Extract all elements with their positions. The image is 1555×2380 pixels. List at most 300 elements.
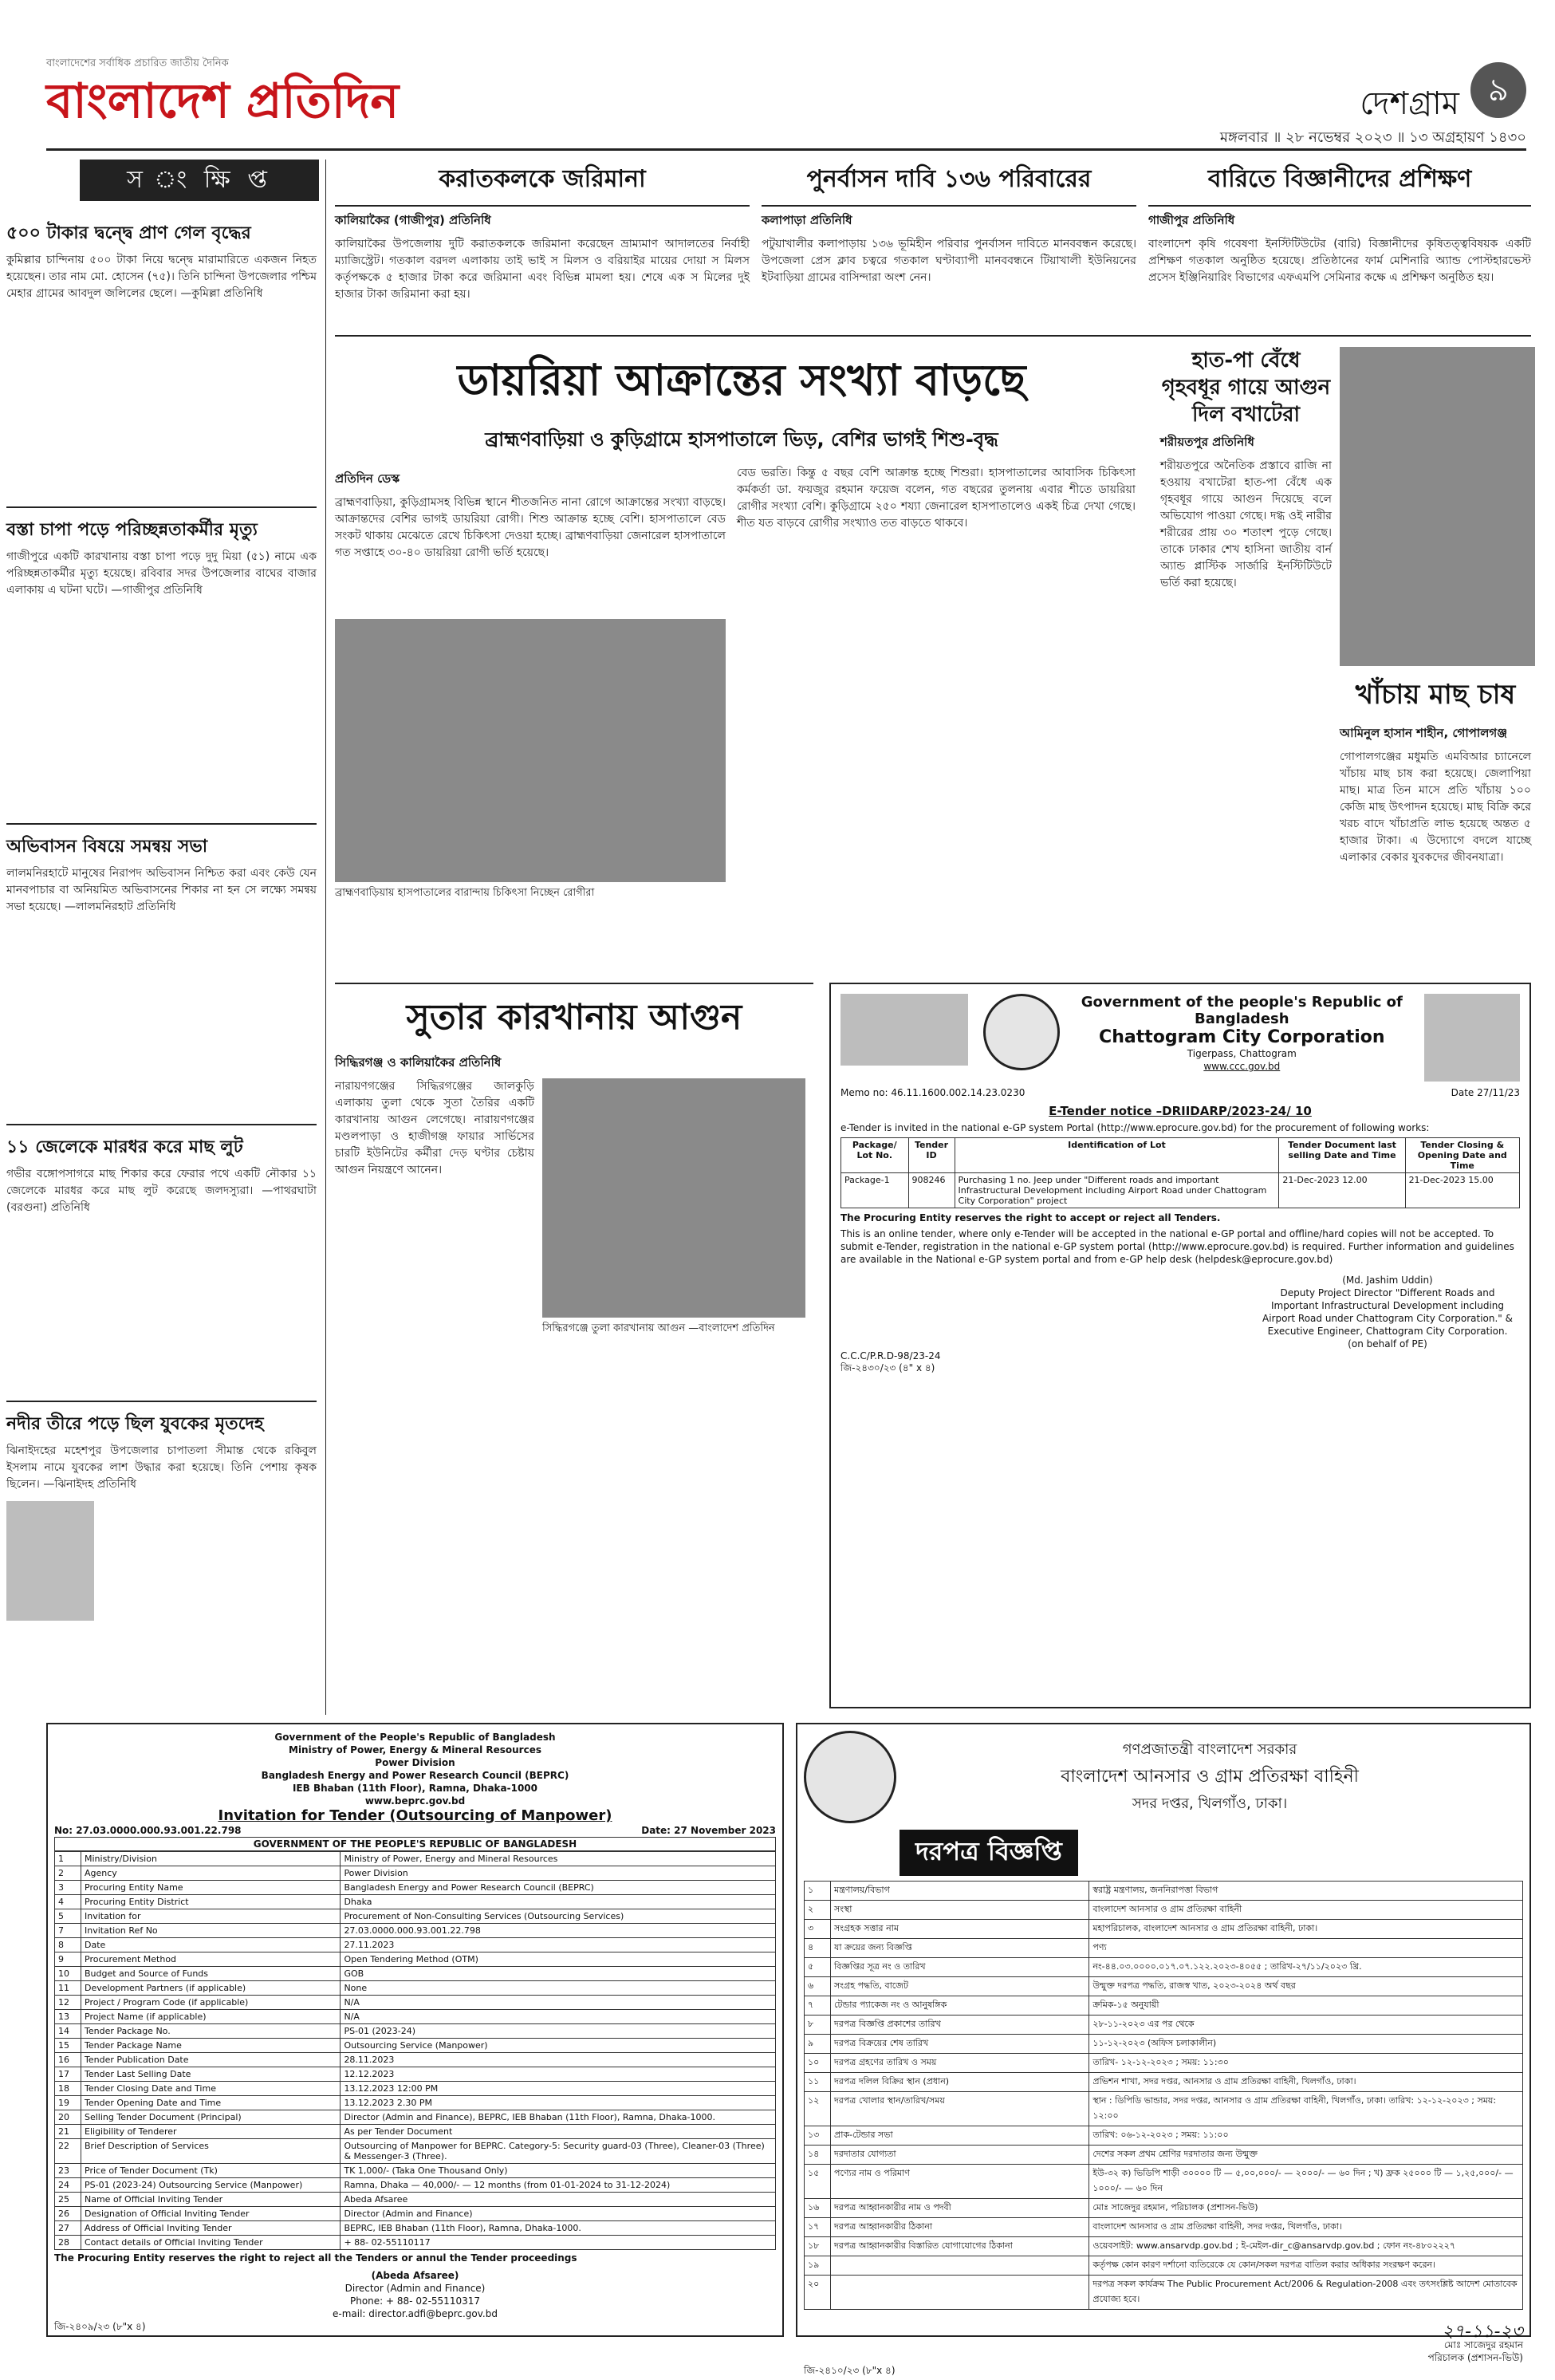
table-cell: বাংলাদেশ আনসার ও গ্রাম প্রতিরক্ষা বাহিনী	[1089, 1901, 1523, 1920]
table-row	[55, 2024, 776, 2039]
logo-title: বাংলাদেশ প্রতিদিন	[46, 73, 400, 129]
table-row	[55, 2125, 776, 2139]
table-cell: ১০	[805, 2054, 831, 2073]
story-title: হাত-পা বেঁধে গৃহবধূর গায়ে আগুন দিল বখাটেরা	[1161, 349, 1331, 427]
story-text: পটুয়াখালীর কলাপাড়ায় ১৩৬ ভূমিহীন পরিবার পুনর্বাসন দাবিতে মানববন্ধন করেছে। উপজেলা প্রেস ক্লাব চত্বরে গতকাল ঘণ্টাব্যাপী মানববন্ধনে টিয়াখালী ইউনিয়নের ইটবাড়িয়া গ্রামের বাসিন্দারা অংশ নেন।	[762, 238, 1136, 284]
ccc-notice-title: E-Tender notice –DRIIDARP/2023-24/ 10	[1049, 1104, 1312, 1118]
ansar-table	[804, 1881, 1523, 2310]
table-cell: Outsourcing of Manpower for BEPRC. Category-5: Security guard-03 (Three), Cleaner-03 (Three) & Messenger-3 (Three).	[341, 2139, 776, 2164]
table-cell: ২০	[805, 2276, 831, 2310]
table-cell: পণ্য	[1089, 1939, 1523, 1958]
brief-text: গভীর বঙ্গোপসাগরে মাছ শিকার করে ফেরার পথে একটি নৌকার ১১ জেলেকে মারধর করে মাছ লুট করেছে জলদস্যুরা। —পাথরঘাটা (বরগুনা) প্রতিনিধি	[6, 1168, 317, 1214]
table-cell: Abeda Afsaree	[341, 2193, 776, 2207]
brief-item[interactable]	[6, 506, 317, 823]
table-cell: Outsourcing Service (Manpower)	[341, 2039, 776, 2053]
table-cell: Selling Tender Document (Principal)	[81, 2110, 341, 2125]
ccc-signer-title: Deputy Project Director "Different Roads and Important Infrastructural Development including Airport Road under Chattogram City Corporation." & Executive Engineer, Chattogram City Corporation.	[1262, 1287, 1513, 1337]
table-cell: দরপত্র দলিল বিক্রির স্থান (প্রধান)	[831, 2073, 1089, 2092]
table-cell: Procurement Method	[81, 1952, 341, 1967]
beprc-signer-title: Director (Admin and Finance)	[344, 2283, 486, 2294]
table-cell: PS-01 (2023-24)	[341, 2024, 776, 2039]
lead-subtitle: ব্রাহ্মণবাড়িয়া ও কুড়িগ্রামে হাসপাতালে ভিড়, বেশির ভাগই শিশু-বৃদ্ধ	[485, 428, 998, 451]
table-cell: দরপত্র আহ্বানকারীর বিস্তারিত যোগাযোগের ঠিকানা	[831, 2237, 1089, 2256]
table-row	[55, 1852, 776, 1866]
table-cell: 13.12.2023 2.30 PM	[341, 2096, 776, 2110]
story-sawmill-fine[interactable]	[335, 160, 750, 327]
table-cell: Address of Official Inviting Tender	[81, 2221, 341, 2236]
table-cell	[831, 2256, 1089, 2276]
table-cell: 21-Dec-2023 12.00	[1279, 1173, 1405, 1208]
table-cell: Date	[81, 1938, 341, 1952]
page-number: ৯	[1470, 62, 1526, 118]
table-cell: 4	[55, 1895, 81, 1909]
beprc-reserve: The Procuring Entity reserves the right to reject all the Tenders or annul the Tender proceedings	[54, 2252, 577, 2264]
table-cell: 20	[55, 2110, 81, 2125]
table-row	[805, 2256, 1523, 2276]
table-cell: ১৫	[805, 2165, 831, 2199]
table-cell: 26	[55, 2207, 81, 2221]
ccc-reserve: The Procuring Entity reserves the right to accept or reject all Tenders.	[840, 1212, 1221, 1223]
ccc-tender-table	[840, 1137, 1520, 1208]
table-row	[805, 1882, 1523, 1901]
mill-fire-caption: সিদ্ধিরগঞ্জে তুলা কারখানায় আগুন —বাংলাদেশ প্রতিদিন	[542, 1322, 775, 1334]
table-row	[805, 2218, 1523, 2237]
masthead	[0, 0, 1555, 144]
story-text: শরীয়তপুরে অনৈতিক প্রস্তাবে রাজি না হওয়ায় বখাটেরা হাত-পা বেঁধে এক গৃহবধূর গায়ে আগুন দিয়েছে বলে অভিযোগ পাওয়া গেছে। দগ্ধ ওই নারীর শরীরের প্রায় ৩০ শতাংশ পুড়ে গেছে। তাকে ঢাকার শেখ হাসিনা জাতীয় বার্ন অ্যান্ড প্লাস্টিক সার্জারি ইনস্টিটিউটে ভর্তি করা হয়েছে।	[1160, 459, 1332, 589]
brief-text: কুমিল্লার চান্দিনায় ৫০০ টাকা নিয়ে দ্বন্দ্বে মারামারিতে একজন নিহত হয়েছেন। তার নাম মো. হোসেন (৭৫)। তিনি চান্দিনা উপজেলার পশ্চিম মেহার গ্রামের আবদুল জলিলের ছেলে। —কুমিল্লা প্রতিনিধি	[6, 254, 317, 300]
table-cell: 17	[55, 2067, 81, 2082]
table-cell: 21	[55, 2125, 81, 2139]
ccc-ad-code: জি-২৪৩০/২৩ (৪" x ৪)	[840, 1362, 935, 1373]
table-cell: 25	[55, 2193, 81, 2207]
table-row	[805, 2165, 1523, 2199]
brief-title: নদীর তীরে পড়ে ছিল যুবকের মৃতদেহ	[6, 1414, 264, 1434]
table-cell: ৫	[805, 1958, 831, 1977]
table-cell: ২৮-১১-২০২৩ এর পর থেকে	[1089, 2016, 1523, 2035]
table-row	[55, 1996, 776, 2010]
table-cell: ক্রমিক-১৫ অনুযায়ী	[1089, 1996, 1523, 2016]
beprc-website[interactable]: www.beprc.gov.bd	[364, 1795, 466, 1807]
table-cell: Invitation for	[81, 1909, 341, 1924]
table-row	[55, 1924, 776, 1938]
table-row	[55, 2082, 776, 2096]
table-cell: 28.11.2023	[341, 2053, 776, 2067]
table-cell: PS-01 (2023-24) Outsourcing Service (Manpower)	[81, 2178, 341, 2193]
table-cell: 15	[55, 2039, 81, 2053]
table-cell: তারিখ- ১২-১২-২০২৩ ; সময়: ১১:৩০	[1089, 2054, 1523, 2073]
ansar-header-1: গণপ্রজাতন্ত্রী বাংলাদেশ সরকার	[1122, 1740, 1297, 1758]
table-cell: Tender Closing Date and Time	[81, 2082, 341, 2096]
table-row	[55, 2221, 776, 2236]
table-row	[805, 1939, 1523, 1958]
table-cell: দরপত্র আহ্বানকারীর নাম ও পদবী	[831, 2199, 1089, 2218]
table-cell: 19	[55, 2096, 81, 2110]
briefs-column	[0, 211, 323, 1727]
table-cell: দরপত্র আহ্বানকারীর ঠিকানা	[831, 2218, 1089, 2237]
story-byline: শরীয়তপুর প্রতিনিধি	[1160, 435, 1254, 449]
table-cell: Project Name (if applicable)	[81, 2010, 341, 2024]
table-row	[805, 2126, 1523, 2146]
table-row	[805, 2073, 1523, 2092]
table-cell: মন্ত্রণালয়/বিভাগ	[831, 1882, 1089, 1901]
beprc-email[interactable]: e-mail: director.adfi@beprc.gov.bd	[333, 2308, 498, 2319]
ccc-website[interactable]: www.ccc.gov.bd	[1203, 1061, 1281, 1072]
table-cell: স্বরাষ্ট্র মন্ত্রণালয়, জননিরাপত্তা বিভাগ	[1089, 1882, 1523, 1901]
table-cell: ১১	[805, 2073, 831, 2092]
table-cell: Invitation Ref No	[81, 1924, 341, 1938]
table-cell: স্থান : ডিপিডি ভান্ডার, সদর দপ্তর, আনসার ও গ্রাম প্রতিরক্ষা বাহিনী, খিলগাঁও, ঢাকা। তারিখ: ১২-১২-২০২৩ ; সময়: ১২:০০	[1089, 2092, 1523, 2126]
beprc-header-3: Power Division	[375, 1757, 455, 1768]
table-cell: ১৩	[805, 2126, 831, 2146]
table-cell: উন্মুক্ত দরপত্র পদ্ধতি, রাজস্ব খাত, ২০২৩-২০২৪ অর্থ বছর	[1089, 1977, 1523, 1996]
table-cell: 9	[55, 1952, 81, 1967]
table-cell: সংস্থা	[831, 1901, 1089, 1920]
brief-item[interactable]	[6, 1124, 317, 1401]
table-row	[55, 1967, 776, 1981]
table-cell: দরদাতার যোগ্যতা	[831, 2146, 1089, 2165]
table-row	[55, 2010, 776, 2024]
brief-text: ঝিনাইদহের মহেশপুর উপজেলার চাপাতলা সীমান্ত থেকে রকিবুল ইসলাম নামে যুবকের লাশ উদ্ধার করা হয়েছে। তিনি পেশায় কৃষক ছিলেন। —ঝিনাইদহ প্রতিনিধি	[6, 1444, 317, 1491]
table-cell: 22	[55, 2139, 81, 2164]
table-cell: যা ক্রয়ের জন্য বিজ্ঞপ্তি	[831, 1939, 1089, 1958]
ccc-seal-icon	[983, 994, 1060, 1070]
beprc-header-5: IEB Bhaban (11th Floor), Ramna, Dhaka-1000	[292, 1783, 538, 1794]
table-header: Tender Closing & Opening Date and Time	[1405, 1138, 1519, 1173]
table-cell: দরপত্র বিক্রয়ের শেষ তারিখ	[831, 2035, 1089, 2054]
brief-title: ৫০০ টাকার দ্বন্দ্বে প্রাণ গেল বৃদ্ধের	[6, 223, 251, 243]
table-row	[55, 1895, 776, 1909]
ccc-header-2: Chattogram City Corporation	[1099, 1027, 1385, 1047]
ansar-emblem-icon	[804, 1731, 896, 1823]
lead-title: ডায়রিয়া আক্রান্তের সংখ্যা বাড়ছে	[457, 355, 1026, 405]
table-cell: Development Partners (if applicable)	[81, 1981, 341, 1996]
story-text: বাংলাদেশ কৃষি গবেষণা ইনস্টিটিউটের (বারি) বিজ্ঞানীদের কৃষিতত্ত্ববিষয়ক একটি প্রশিক্ষণ গতকাল অনুষ্ঠিত হয়েছে। প্রতিষ্ঠানের ফার্ম মেশিনারি অ্যান্ড পোস্টহারভেস্ট প্রসেস ইঞ্জিনিয়ারিং বিভাগের এফএমপি সেমিনার কক্ষে এ প্রশিক্ষণ অনুষ্ঠিত হয়।	[1148, 238, 1531, 284]
table-row	[55, 1881, 776, 1895]
table-row	[805, 1901, 1523, 1920]
table-cell: ইউ-৩২ ক) ভিডিপি শাড়ী ৩০০০০ টি — ৫,০০,০০০/- — ২০০০/- — ৬০ দিন ; খ) ফ্রক ২৫০০০ টি — ১,২৫,০০০/- — ১০০০/- — ৬০ দিন	[1089, 2165, 1523, 2199]
beprc-title: Invitation for Tender (Outsourcing of Manpower)	[218, 1807, 612, 1824]
table-cell: দরপত্র বিজ্ঞপ্তি প্রকাশের তারিখ	[831, 2016, 1089, 2035]
table-cell: Project / Program Code (if applicable)	[81, 1996, 341, 2010]
table-cell	[831, 2276, 1089, 2310]
table-cell: মহাপরিচালক, বাংলাদেশ আনসার ও গ্রাম প্রতিরক্ষা বাহিনী, ঢাকা।	[1089, 1920, 1523, 1939]
table-cell: Tender Package No.	[81, 2024, 341, 2039]
table-row	[805, 1996, 1523, 2016]
ccc-behalf: (on behalf of PE)	[1348, 1338, 1427, 1350]
ansar-header-2: বাংলাদেশ আনসার ও গ্রাম প্রতিরক্ষা বাহিনী	[1061, 1766, 1359, 1787]
dateline: মঙ্গলবার ॥ ২৮ নভেম্বর ২০২৩ ॥ ১৩ অগ্রহায়ণ ১৪৩০	[1219, 129, 1526, 146]
table-cell: 16	[55, 2053, 81, 2067]
table-row	[805, 2054, 1523, 2073]
table-cell: টেন্ডার প্যাকেজ নং ও আনুষঙ্গিক	[831, 1996, 1089, 2016]
table-cell: Budget and Source of Funds	[81, 1967, 341, 1981]
brief-text: লালমনিরহাটে মানুষের নিরাপদ অভিবাসন নিশ্চিত করা এবং কেউ যেন মানবপাচার বা অনিয়মিত অভিবাসনের শিকার না হন সে লক্ষ্যে সমন্বয় সভা হয়েছে। —লালমনিরহাট প্রতিনিধি	[6, 867, 317, 913]
table-row	[55, 1952, 776, 1967]
ccc-signer: (Md. Jashim Uddin)	[1342, 1275, 1433, 1286]
ccc-header-1: Government of the people's Republic of Bangladesh	[1081, 994, 1403, 1027]
table-cell: ৮	[805, 2016, 831, 2035]
story-byline: গাজীপুর প্রতিনিধি	[1148, 213, 1235, 227]
portrait-photo	[1424, 994, 1520, 1082]
ccc-intro: e-Tender is invited in the national e-GP system Portal (http://www.eprocure.gov.bd) for the procurement of following works:	[840, 1122, 1430, 1133]
table-row	[55, 2096, 776, 2110]
ansar-title: দরপত্র বিজ্ঞপ্তি	[900, 1830, 1078, 1876]
table-row	[55, 2067, 776, 2082]
mill-fire-photo	[542, 1078, 805, 1318]
table-cell: 28	[55, 2236, 81, 2250]
table-row	[55, 2039, 776, 2053]
lead-text-1: ব্রাহ্মণবাড়িয়া, কুড়িগ্রামসহ বিভিন্ন স্থানে শীতজনিত নানা রোগে আক্রান্তের সংখ্যা বাড়ছে। আক্রান্তদের বেশির ভাগই ডায়রিয়া রোগী। শিশু আক্রান্ত হচ্ছে বেশি। হাসপাতালে বেড সংকট থাকায় মেঝেতে রেখে চিকিৎসা দেওয়া হচ্ছে। ব্রাহ্মণবাড়িয়া জেনারেল হাসপাতালে গত সপ্তাহে ৩০-৪০ ডায়রিয়া রোগী ভর্তি হয়েছে।	[335, 496, 726, 559]
table-cell: Director (Admin and Finance), BEPRC, IEB Bhaban (11th Floor), Ramna, Dhaka-1000.	[341, 2110, 776, 2125]
hospital-photo	[335, 619, 726, 882]
table-cell: 1	[55, 1852, 81, 1866]
beprc-header-4: Bangladesh Energy and Power Research Council (BEPRC)	[261, 1770, 569, 1781]
table-cell: 8	[55, 1938, 81, 1952]
beprc-header-2: Ministry of Power, Energy & Mineral Resources	[289, 1744, 541, 1755]
briefs-header: স ং ক্ষি প্ত	[80, 160, 319, 201]
table-row	[55, 1938, 776, 1952]
lead-text-2: বেড ভরতি। কিন্তু ৫ বছর বেশি আক্রান্ত হচ্ছে শিশুরা। হাসপাতালের আবাসিক চিকিৎসা কর্মকর্তা ডা. ফয়জুর রহমান ফয়েজ বলেন, গত বছরের তুলনায় এবার শীতে ডায়রিয়া রোগীর সংখ্যা বেশি। কুড়িগ্রামে ২৫০ শয্যা জেনারেল হাসপাতালেও একই চিত্র দেখা গেছে। শীত যত বাড়বে রোগীর সংখ্যাও তত বাড়তে থাকবে।	[737, 467, 1136, 530]
fish-cage-photo	[1340, 347, 1535, 666]
table-cell: Bangladesh Energy and Power Research Council (BEPRC)	[341, 1881, 776, 1895]
table-cell: ওয়েবসাইট: www.ansarvdp.gov.bd ; ই-মেইল-dir_c@ansarvdp.gov.bd ; ফোন নং-৪৮০২২২৭	[1089, 2237, 1523, 2256]
table-cell: মোঃ সাজেদুর রহমান, পরিচালক (প্রশাসন-ভিউ)	[1089, 2199, 1523, 2218]
section-name: দেশগ্রাম	[1360, 85, 1459, 122]
table-cell: ৩	[805, 1920, 831, 1939]
table-cell: Agency	[81, 1866, 341, 1881]
ansar-signer-title: পরিচালক (প্রশাসন-ভিউ)	[1427, 2352, 1523, 2363]
table-row	[55, 2110, 776, 2125]
table-cell: বিজ্ঞপ্তির সূত্র নং ও তারিখ	[831, 1958, 1089, 1977]
brief-item[interactable]	[6, 219, 317, 506]
table-cell: Dhaka	[341, 1895, 776, 1909]
masthead-rule	[46, 148, 1526, 151]
table-cell: বাংলাদেশ আনসার ও গ্রাম প্রতিরক্ষা বাহিনী, সদর দপ্তর, খিলগাঁও, ঢাকা।	[1089, 2218, 1523, 2237]
brief-text: গাজীপুরে একটি কারখানায় বস্তা চাপা পড়ে দুদু মিয়া (৫১) নামে এক পরিচ্ছন্নতাকর্মীর মৃত্যু হয়েছে। রবিবার সদর উপজেলার বাঘের বাজার এলাকায় এ ঘটনা ঘটে। —গাজীপুর প্রতিনিধি	[6, 550, 317, 597]
story-text: নারায়ণগঞ্জের সিদ্ধিরগঞ্জের জালকুড়ি এলাকায় তুলা থেকে সুতা তৈরির একটি কারখানায় আগুন লেগেছে। নারায়ণগঞ্জের মণ্ডলপাড়া ও হাজীগঞ্জ ফায়ার সার্ভিসের চারটি ইউনিটের কর্মীরা দেড় ঘণ্টার চেষ্টায় আগুন নিয়ন্ত্রণে আনেন।	[335, 1080, 534, 1176]
ccc-memo: Memo no: 46.11.1600.002.14.23.0230	[840, 1087, 1026, 1098]
ccc-date: Date 27/11/23	[1451, 1087, 1520, 1098]
table-cell: 21-Dec-2023 15.00	[1405, 1173, 1519, 1208]
table-cell: 27.03.0000.000.93.001.22.798	[341, 1924, 776, 1938]
table-row	[805, 2016, 1523, 2035]
brief-title: ১১ জেলেকে মারধর করে মাছ লুট	[6, 1137, 243, 1157]
lead-byline: প্রতিদিন ডেস্ক	[335, 471, 400, 486]
story-byline: কালিয়াকৈর (গাজীপুর) প্রতিনিধি	[335, 213, 491, 227]
table-cell: প্রাক-টেন্ডার সভা	[831, 2126, 1089, 2146]
table-cell: Ministry of Power, Energy and Mineral Resources	[341, 1852, 776, 1866]
anniversary-logo	[840, 994, 968, 1066]
table-cell: Director (Admin and Finance)	[341, 2207, 776, 2221]
table-row	[55, 1909, 776, 1924]
story-byline: সিদ্ধিরগঞ্জ ও কালিয়াকৈর প্রতিনিধি	[335, 1055, 502, 1070]
table-cell: সংগ্রহ পদ্ধতি, বাজেট	[831, 1977, 1089, 1996]
table-cell: None	[341, 1981, 776, 1996]
table-cell: Tender Package Name	[81, 2039, 341, 2053]
table-cell: Eligibility of Tenderer	[81, 2125, 341, 2139]
story-text: গোপালগঞ্জের মধুমতি এমবিআর চ্যানেলে খাঁচায় মাছ চাষ করা হয়েছে। জেলাপিয়া মাছ। মাত্র তিন মাসে প্রতি খাঁচায় ১০০ কেজি মাছ উৎপাদন হয়েছে। মাছ বিক্রি করে খরচ বাদে খাঁচাপ্রতি লাভ হয়েছে অন্তত ৫ হাজার টাকা। এ উদ্যোগে বদলে যাচ্ছে এলাকার বেকার যুবকদের জীবনযাত্রা।	[1340, 751, 1531, 864]
beprc-tender-ad[interactable]	[46, 1723, 784, 2337]
table-cell: Tender Opening Date and Time	[81, 2096, 341, 2110]
table-row	[55, 1981, 776, 1996]
table-cell: Tender Publication Date	[81, 2053, 341, 2067]
newspaper-logo[interactable]	[46, 56, 421, 136]
story-title: বারিতে বিজ্ঞানীদের প্রশিক্ষণ	[1207, 165, 1472, 193]
table-cell: ৪	[805, 1939, 831, 1958]
table-cell: Power Division	[341, 1866, 776, 1881]
beprc-signer: (Abeda Afsaree)	[371, 2270, 459, 2281]
table-cell: দরপত্র গ্রহণের তারিখ ও সময়	[831, 2054, 1089, 2073]
table-cell: পণ্যের নাম ও পরিমাণ	[831, 2165, 1089, 2199]
table-cell: Price of Tender Document (Tk)	[81, 2164, 341, 2178]
table-cell: 908246	[908, 1173, 955, 1208]
table-cell: ১৮	[805, 2237, 831, 2256]
table-row	[805, 2237, 1523, 2256]
table-cell: 3	[55, 1881, 81, 1895]
table-cell: 12	[55, 1996, 81, 2010]
table-cell: ১২	[805, 2092, 831, 2126]
table-cell: Package-1	[841, 1173, 909, 1208]
table-cell: 5	[55, 1909, 81, 1924]
table-cell: Procurement of Non-Consulting Services (Outsourcing Services)	[341, 1909, 776, 1924]
ansar-ad-code: জি-২৪১০/২৩ (৮"x ৪)	[804, 2365, 896, 2376]
table-cell: 11	[55, 1981, 81, 1996]
table-cell: Designation of Official Inviting Tender	[81, 2207, 341, 2221]
table-cell: Contact details of Official Inviting Tender	[81, 2236, 341, 2250]
table-row	[805, 1920, 1523, 1939]
victim-photo	[6, 1501, 94, 1621]
table-cell: দেশের সকল প্রথম শ্রেণির দরদাতার জন্য উন্মুক্ত	[1089, 2146, 1523, 2165]
table-cell: Name of Official Inviting Tender	[81, 2193, 341, 2207]
table-cell: BEPRC, IEB Bhaban (11th Floor), Ramna, Dhaka-1000.	[341, 2221, 776, 2236]
beprc-ad-code: জি-২৪০৯/২৩ (৮"x ৪)	[54, 2321, 146, 2332]
table-cell: সংগ্রহক সত্তার নাম	[831, 1920, 1089, 1939]
ccc-tender-ad[interactable]	[829, 983, 1531, 1708]
table-cell: প্রভিশন শাখা, সদর দপ্তর, আনসার ও গ্রাম প্রতিরক্ষা বাহিনী, খিলগাঁও, ঢাকা।	[1089, 2073, 1523, 2092]
lead-story[interactable]	[335, 347, 1148, 969]
table-cell: 27	[55, 2221, 81, 2236]
table-cell: 13	[55, 2010, 81, 2024]
table-row	[805, 2199, 1523, 2218]
story-text: কালিয়াকৈর উপজেলায় দুটি করাতকলকে জরিমানা করেছেন ভ্রাম্যমাণ আদালতের নির্বাহী ম্যাজিস্ট্রেট। গতকাল বরদল এলাকায় তাই ভাই স মিলস ও বরিয়াইর মায়ের দোয়া স মিলস কর্তৃপক্ষকে ৫ হাজার টাকা করে জরিমানা এবং বিভিন্ন মামলা হয়। শেষে এক স মিলের দুই হাজার টাকা জরিমানা করা হয়।	[335, 238, 750, 301]
table-cell: Tender Last Selling Date	[81, 2067, 341, 2082]
table-row	[805, 1958, 1523, 1977]
table-cell: 27.11.2023	[341, 1938, 776, 1952]
table-row	[55, 2053, 776, 2067]
table-row	[55, 2139, 776, 2164]
table-cell: Ministry/Division	[81, 1852, 341, 1866]
table-cell: 12.12.2023	[341, 2067, 776, 2082]
story-title: সুতার কারখানায় আগুন	[406, 997, 742, 1038]
ansar-sign-date: ২৭-১১-২৩	[1442, 2322, 1523, 2342]
table-cell: 13.12.2023 12:00 PM	[341, 2082, 776, 2096]
story-title: করাতকলকে জরিমানা	[439, 165, 646, 193]
table-row	[805, 2146, 1523, 2165]
table-row	[55, 2207, 776, 2221]
table-row	[55, 2236, 776, 2250]
table-cell: 24	[55, 2178, 81, 2193]
table-cell: ১১-১২-২০২৩ (অফিস চলাকালীন)	[1089, 2035, 1523, 2054]
table-cell: Brief Description of Services	[81, 2139, 341, 2164]
table-cell: ১	[805, 1882, 831, 1901]
table-header: Package/ Lot No.	[841, 1138, 909, 1173]
table-header: Identification of Lot	[955, 1138, 1279, 1173]
column-divider	[325, 160, 326, 1715]
table-cell: নং-৪৪.০৩.০০০০.০১৭.০৭.১২২.২০২৩-৪০৫৫ ; তারিখ-২৭/১১/২০২৩ খ্রি.	[1089, 1958, 1523, 1977]
beprc-gov: GOVERNMENT OF THE PEOPLE'S REPUBLIC OF BANGLADESH	[54, 1837, 776, 1851]
table-cell: কর্তৃপক্ষ কোন কারণ দর্শানো ব্যতিরেকে যে কোন/সকল দরপত্র বাতিল করার অধিকার সংরক্ষণ করেন।	[1089, 2256, 1523, 2276]
table-cell: Purchasing 1 no. Jeep under "Different roads and important Infrastructural Development including Airport Road under Chattogram City Corporation" project	[955, 1173, 1279, 1208]
beprc-table	[54, 1851, 776, 2250]
table-cell: 18	[55, 2082, 81, 2096]
brief-title: অভিবাসন বিষয়ে সমন্বয় সভা	[6, 837, 208, 857]
story-title: পুনর্বাসন দাবি ১৩৬ পরিবারের	[806, 165, 1092, 193]
table-cell: 14	[55, 2024, 81, 2039]
ccc-notes: This is an online tender, where only e-Tender will be accepted in the national e-GP portal and offline/hard copies will not be accepted. To submit e-Tender, registration in the national e-GP system portal (http://www.eprocure.gov.bd) is required. Further information and guidelines are available in the National e-GP system portal and from e-GP help desk (helpdesk@eprocure.gov.bd)	[840, 1228, 1514, 1265]
table-header: Tender ID	[908, 1138, 955, 1173]
table-header: Tender Document last selling Date and Time	[1279, 1138, 1405, 1173]
table-row	[55, 1866, 776, 1881]
table-cell: ৯	[805, 2035, 831, 2054]
table-cell: Open Tendering Method (OTM)	[341, 1952, 776, 1967]
table-cell: GOB	[341, 1967, 776, 1981]
beprc-header-1: Government of the People's Republic of Bangladesh	[274, 1732, 556, 1743]
table-row	[55, 2178, 776, 2193]
table-cell: ১৭	[805, 2218, 831, 2237]
table-cell: As per Tender Document	[341, 2125, 776, 2139]
story-byline: আমিনুল হাসান শাহীন, গোপালগঞ্জ	[1340, 726, 1508, 740]
brief-item[interactable]	[6, 1401, 317, 1721]
beprc-ref-no: No: 27.03.0000.000.93.001.22.798	[54, 1825, 242, 1836]
table-cell: Procuring Entity District	[81, 1895, 341, 1909]
table-cell: N/A	[341, 2010, 776, 2024]
table-cell: + 88- 02-55110117	[341, 2236, 776, 2250]
table-row	[805, 2092, 1523, 2126]
ccc-header-3: Tigerpass, Chattogram	[1187, 1048, 1297, 1059]
ansar-signer: মোঃ সাজেদুর রহমান	[1443, 2339, 1523, 2350]
story-rehabilitation[interactable]	[762, 160, 1136, 327]
table-row	[805, 1977, 1523, 1996]
lead-photo-caption: ব্রাহ্মণবাড়িয়ায় হাসপাতালের বারান্দায় চিকিৎসা নিচ্ছেন রোগীরা	[335, 887, 595, 899]
table-cell: তারিখ: ০৬-১২-২০২৩ ; সময়: ১১:০০	[1089, 2126, 1523, 2146]
ansar-tender-ad[interactable]	[796, 1723, 1531, 2376]
table-cell: দরপত্র সকল কার্যক্রম The Public Procurement Act/2006 & Regulation-2008 এবং তৎসংশ্লিষ্ট আদেশ মোতাবেক প্রযোজ্য হবে।	[1089, 2276, 1523, 2310]
table-row	[805, 2276, 1523, 2310]
beprc-date: Date: 27 November 2023	[641, 1825, 776, 1836]
beprc-phone: Phone: + 88- 02-55110317	[350, 2295, 480, 2307]
table-cell: 2	[55, 1866, 81, 1881]
story-bari-training[interactable]	[1148, 160, 1531, 327]
story-mill-fire[interactable]	[335, 983, 813, 1685]
table-row	[805, 2035, 1523, 2054]
brief-title: বস্তা চাপা পড়ে পরিচ্ছন্নতাকর্মীর মৃত্যু	[6, 520, 258, 540]
ansar-header-3: সদর দপ্তর, খিলগাঁও, ঢাকা।	[1132, 1795, 1288, 1812]
table-cell: ৭	[805, 1996, 831, 2016]
story-title: খাঁচায় মাছ চাষ	[1355, 679, 1516, 711]
table-cell: ২	[805, 1901, 831, 1920]
logo-tagline: বাংলাদেশের সর্বাধিক প্রচারিত জাতীয় দৈনিক	[46, 57, 229, 69]
table-cell: Procuring Entity Name	[81, 1881, 341, 1895]
ccc-code: C.C.C/P.R.D-98/23-24	[840, 1350, 941, 1361]
brief-item[interactable]	[6, 823, 317, 1124]
table-cell: 23	[55, 2164, 81, 2178]
table-cell: ১৪	[805, 2146, 831, 2165]
story-byline: কলাপাড়া প্রতিনিধি	[762, 213, 852, 227]
table-row	[841, 1173, 1520, 1208]
table-row	[55, 2164, 776, 2178]
table-cell: TK 1,000/- (Taka One Thousand Only)	[341, 2164, 776, 2178]
table-cell: ১৬	[805, 2199, 831, 2218]
